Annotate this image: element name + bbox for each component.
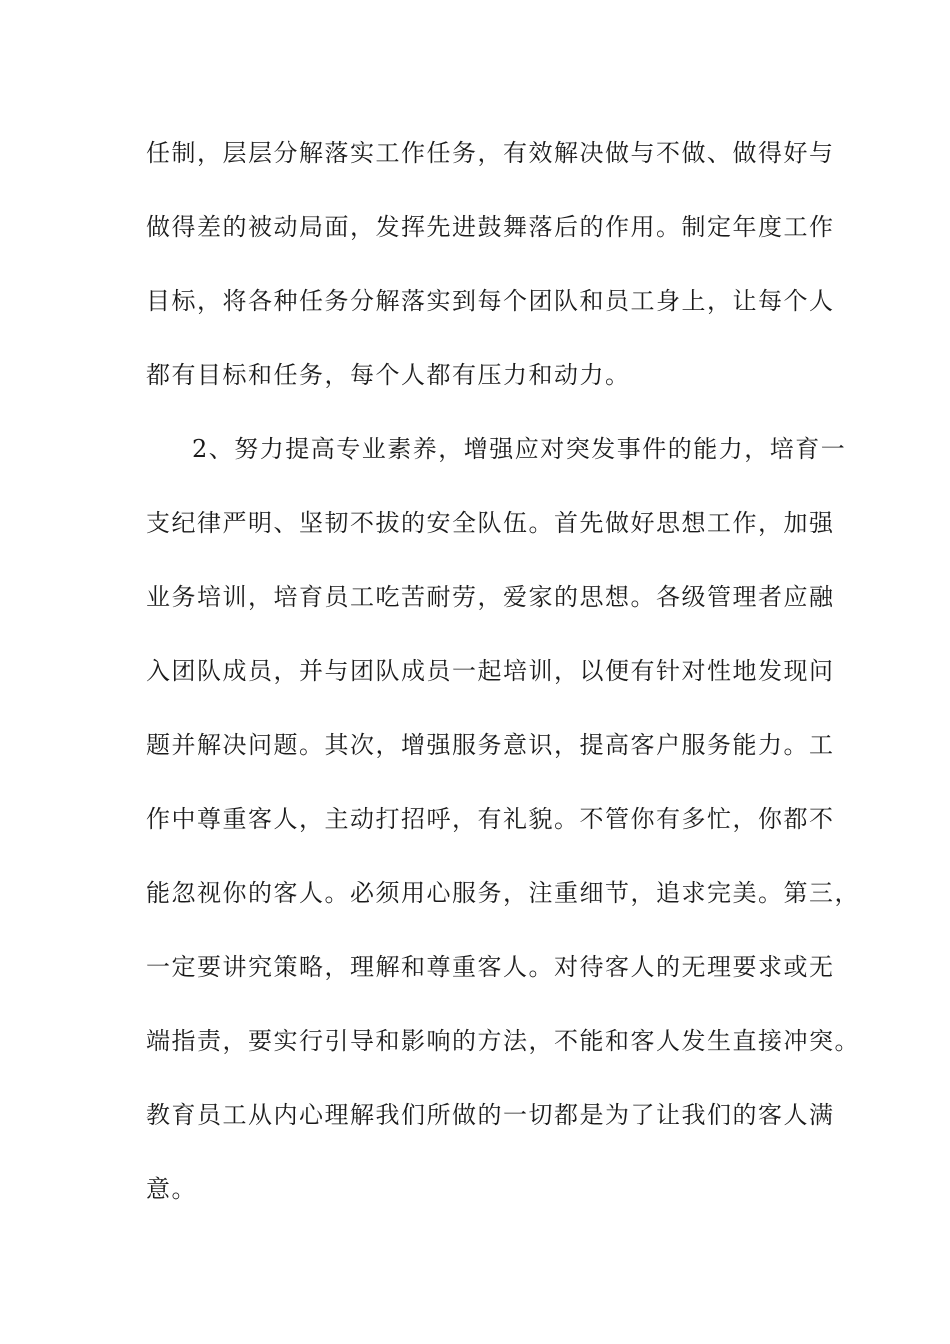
text-line: 做得差的被动局面，发挥先进鼓舞落后的作用。制定年度工作 bbox=[146, 213, 835, 241]
text-line: 支纪律严明、坚韧不拔的安全队伍。首先做好思想工作，加强 bbox=[146, 509, 835, 537]
text-line: 业务培训，培育员工吃苦耐劳，爱家的思想。各级管理者应融 bbox=[146, 583, 835, 611]
text-line: 一定要讲究策略，理解和尊重客人。对待客人的无理要求或无 bbox=[146, 953, 835, 981]
text-line: 任制，层层分解落实工作任务，有效解决做与不做、做得好与 bbox=[146, 139, 835, 167]
body-text bbox=[146, 128, 860, 1238]
text-line: 题并解决问题。其次，增强服务意识，提高客户服务能力。工 bbox=[146, 731, 835, 759]
paragraph-start-line: 2、努力提高专业素养，增强应对突发事件的能力，培育一 bbox=[192, 435, 847, 463]
text-line: 作中尊重客人，主动打招呼，有礼貌。不管你有多忙，你都不 bbox=[146, 805, 835, 833]
text-line: 端指责，要实行引导和影响的方法，不能和客人发生直接冲突。 bbox=[146, 1027, 860, 1055]
text-line: 都有目标和任务，每个人都有压力和动力。 bbox=[146, 361, 631, 389]
text-line: 入团队成员，并与团队成员一起培训，以便有针对性地发现问 bbox=[146, 657, 835, 685]
text-line: 能忽视你的客人。必须用心服务，注重细节，追求完美。第三， bbox=[146, 879, 860, 907]
text-line: 目标，将各种任务分解落实到每个团队和员工身上，让每个人 bbox=[146, 287, 835, 315]
text-line: 意。 bbox=[146, 1175, 197, 1203]
text-line: 教育员工从内心理解我们所做的一切都是为了让我们的客人满 bbox=[146, 1101, 835, 1129]
